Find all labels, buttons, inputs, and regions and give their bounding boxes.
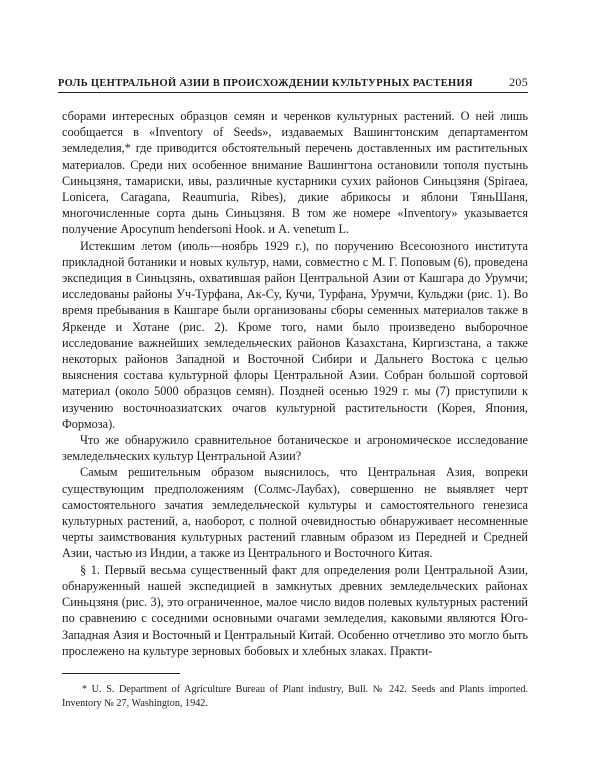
main-text — [62, 108, 528, 659]
footnote-rule — [62, 673, 180, 674]
paragraph-4: Самым решительным образом выяснилось, что Центральная Азия, вопреки существующим предположениям (Солмс-Лаубах), совершенно не выявляет черт самостоятельного зачатия земледельческой культуры и самостоятельного генезиса культурных растений, а, наоборот, с полной очевидностью обнаруживает несомненные черты заимствования культурных растений главным образом из Передней и Средней Азии, частью из Индии, а также из Центрального и Восточного Китая. — [62, 465, 528, 561]
header-rule — [58, 92, 528, 93]
paragraph-5: § 1. Первый весьма существенный факт для определения роли Центральной Азии, обнаруженный нашей экспедицией в замкнутых древних земледельческих районах Синьцзяня (рис. 3), это ограниченное, малое число видов полевых культурных растений по сравнению с соседними основными очагами земледелия, каковыми являются Юго-Западная Азия и Восточный и Центральный Китай. Особенно отчетливо это могло быть прослежено на культуре зерновых бобовых и хлебных злаках. Практи- — [62, 562, 528, 658]
paragraph-3: Что же обнаружило сравнительное ботаническое и агрономическое исследование земледельческих культур Центральной Азии? — [62, 433, 528, 464]
paragraph-2: Истекшим летом (июль—ноябрь 1929 г.), по поручению Всесоюзного института прикладной ботаники и новых культур, нами, совместно с М. Г. Поповым (6), проведена экспедиция в Синьцзянь, охватившая район Центральной Азии от Кашгара до Урумчи; исследованы районы Уч-Турфана, Ак-Су, Кучи, Турфана, Урумчи, Кульджи (рис. 1). Во время пребывания в Кашгаре были организованы сборы семенных материалов также в Яркенде и Хотане (рис. 2). Кроме того, нами было произведено выборочное исследование важнейших земледельческих районов Казахстана, Киргизстана, а также некоторых районов Западной и Восточной Сибири и Дальнего Востока с целью выяснения состава культурной флоры Центральной Азии. Собран большой сортовой материал (около 5000 образцов семян). Поздней осенью 1929 г. мы (7) приступили к изучению восточноазиатских очагов культурной растительности (Корея, Япония, Формоза). — [62, 238, 528, 431]
running-header — [58, 75, 528, 90]
page-number: 205 — [509, 75, 528, 89]
running-title: РОЛЬ ЦЕНТРАЛЬНОЙ АЗИИ В ПРОИСХОЖДЕНИИ КУЛЬТУРНЫХ РАСТЕНИЯ — [58, 78, 473, 89]
footnote: * U. S. Department of Agriculture Bureau of Plant industry, Bull. № 242. Seeds and Plants imported. Inventory № 27, Washington, 1942. — [62, 684, 528, 709]
paragraph-1: сборами интересных образцов семян и черенков культурных растений. О ней лишь сообщается в «Inventory of Seeds», издаваемых Вашингтонским департаментом земледелия,* где приводится обстоятельный перечень доставленных им растительных материалов. Среди них особенное внимание Вашингтона остановили тополя пустынь Синьцзяня, тамариски, ивы, различные кустарники сухих районов Синьцзяня (Spiraea, Lonicera, Caragana, Reaumuria, Ribes), дикие абрикосы и яблони ТяньШаня, многочисленные сорта дынь Синьцзяня. В том же номере «Inventory» указывается получение Apocynum hendersoni Hook. и A. venetum L. — [62, 109, 528, 237]
